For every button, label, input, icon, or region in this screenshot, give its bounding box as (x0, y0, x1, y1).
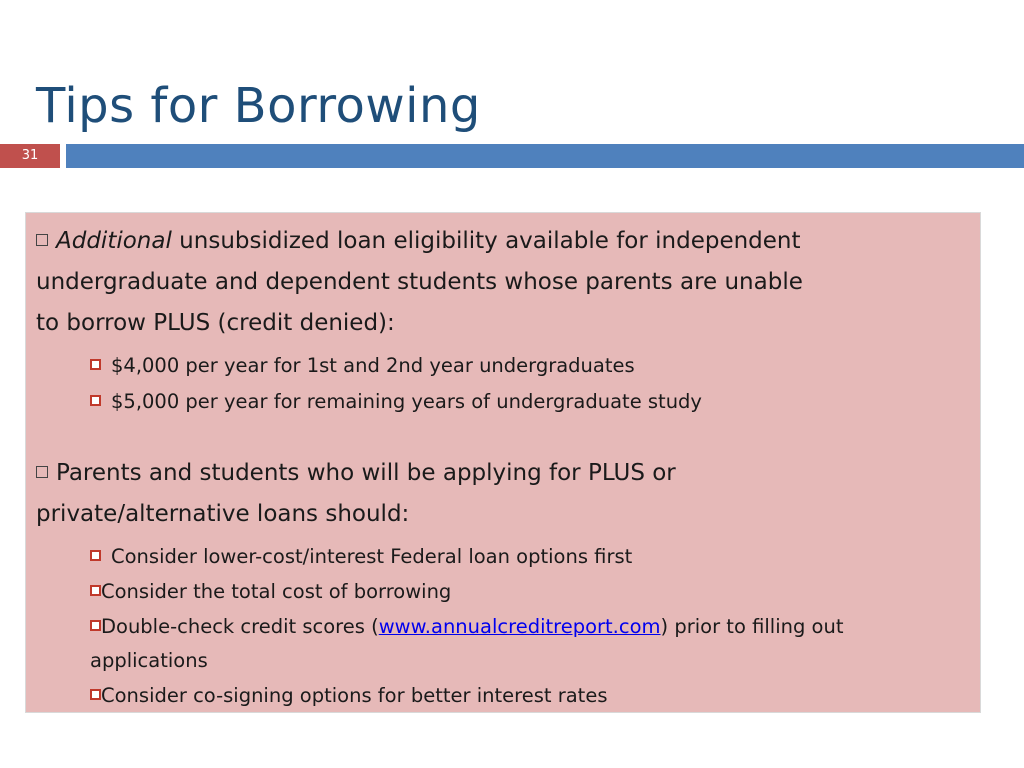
hollow-square-bullet-icon (36, 234, 48, 246)
bullet-1-sub-1 (90, 349, 635, 383)
bullet-2-sub-3 (90, 610, 844, 644)
bullet-2-sub-1-text: Consider lower-cost/interest Federal loan options first (111, 545, 633, 568)
bullet-1-line-1-text: unsubsidized loan eligibility available for independent (171, 228, 801, 254)
header-rule-bar (66, 144, 1024, 168)
filled-square-bullet-icon (90, 550, 101, 561)
bullet-1-line-2: undergraduate and dependent students whose parents are unable (36, 269, 803, 295)
filled-square-bullet-icon (90, 359, 101, 370)
filled-square-bullet-icon (90, 620, 101, 631)
bullet-1-sub-2-text: $5,000 per year for remaining years of undergraduate study (111, 390, 702, 413)
bullet-2-sub-1 (90, 540, 632, 574)
bullet-1-sub-1-text: $4,000 per year for 1st and 2nd year undergraduates (111, 354, 635, 377)
filled-square-bullet-icon (90, 689, 101, 700)
bullet-2-sub-2-text: Consider the total cost of borrowing (101, 580, 452, 603)
hollow-square-bullet-icon (36, 466, 48, 478)
bullet-2-line-1-text: Parents and students who will be applying for PLUS or (56, 460, 676, 486)
bullet-2-sub-4 (90, 679, 607, 713)
slide-title: Tips for Borrowing (36, 78, 481, 134)
bullet-1-sub-2 (90, 385, 702, 419)
bullet-1-italic-lead: Additional (56, 228, 172, 254)
bullet-2-sub-3-before: Double-check credit scores ( (101, 615, 379, 638)
bullet-2-sub-3-continuation: applications (90, 649, 208, 672)
annualcreditreport-link[interactable]: www.annualcreditreport.com (378, 615, 661, 638)
bullet-1-line-3: to borrow PLUS (credit denied): (36, 310, 395, 336)
bullet-2-sub-2 (90, 575, 451, 609)
filled-square-bullet-icon (90, 585, 101, 596)
bullet-1-line-1 (36, 221, 801, 262)
slide-number: 31 (0, 144, 60, 168)
bullet-2-line-1 (36, 453, 676, 494)
content-box (25, 212, 981, 713)
bullet-2-sub-4-text: Consider co-signing options for better interest rates (101, 684, 608, 707)
filled-square-bullet-icon (90, 395, 101, 406)
bullet-2-sub-3-after: ) prior to filling out (660, 615, 844, 638)
bullet-2-line-2: private/alternative loans should: (36, 501, 410, 527)
